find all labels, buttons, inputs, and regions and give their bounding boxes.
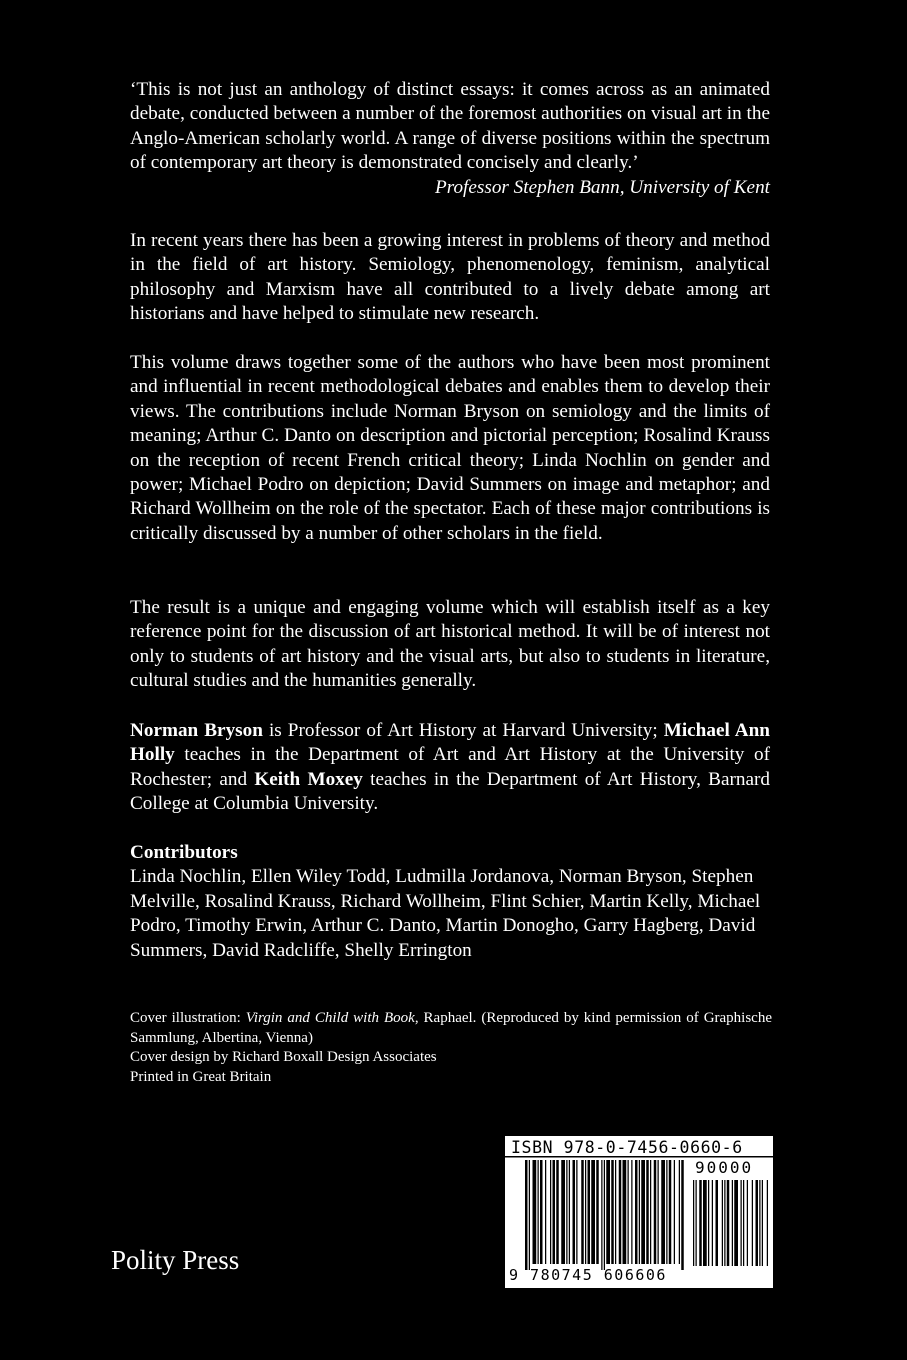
barcode-bar — [581, 1160, 584, 1264]
barcode-bar — [529, 1160, 530, 1270]
contributors-list: Linda Nochlin, Ellen Wiley Todd, Ludmilla Jordanova, Norman Bryson, Stephen Melville, Rosalind Krauss, Richard Wollheim, Flint Schier, Martin Kelly, Michael Podro, Timothy Erwin, Arthur C. Danto, Martin Donogho, Garry Hagberg, David Summers, David Radcliffe, Shelly Errington — [130, 866, 761, 961]
printed-in-credit: Printed in Great Britain — [130, 1068, 272, 1085]
barcode-bar — [712, 1180, 713, 1266]
barcode-bar — [561, 1160, 565, 1264]
cover-illustration-label: Cover illustration: — [130, 1010, 246, 1026]
description-paragraph-2 — [130, 351, 770, 546]
barcode-bar — [623, 1160, 627, 1264]
barcode-bar — [727, 1180, 730, 1266]
barcode-bar — [696, 1180, 697, 1266]
barcode-bar — [639, 1160, 640, 1264]
barcode-bar — [724, 1180, 725, 1266]
description-paragraph-1 — [130, 229, 770, 327]
barcode-bar — [693, 1180, 694, 1266]
barcode-bar — [699, 1180, 702, 1266]
barcode-bar — [669, 1160, 672, 1264]
barcode-bar — [681, 1160, 684, 1270]
editor-text-3: teaches in the Department of Art History, Barnard College at Columbia University. — [130, 768, 770, 815]
editor-name-3: Keith Moxey — [254, 768, 363, 790]
editors-text — [130, 719, 770, 817]
cover-design-credit: Cover design by Richard Boxall Design Associates — [130, 1049, 437, 1065]
barcode-bar — [767, 1180, 768, 1266]
endorsement-quote — [130, 78, 770, 200]
barcode-bar — [716, 1180, 719, 1266]
barcode-bar — [762, 1180, 763, 1266]
barcode-bar — [747, 1180, 748, 1266]
barcode-bar — [641, 1160, 645, 1264]
editor-name-1: Norman Bryson — [130, 720, 263, 741]
barcode-bar — [538, 1160, 539, 1264]
barcode-bar — [708, 1180, 709, 1266]
credits-section — [130, 1009, 772, 1087]
barcode-bar — [674, 1160, 675, 1264]
paragraph-text: This volume draws together some of the authors who have been most prominent and influential in recent methodological debates and enables them to develop their views. The contributions include Norman Bryson on semiology and the limits of meaning; Arthur C. Danto on description and pictorial perception; Rosalind Krauss on the reception of recent French critical theory; Linda Nochlin on gender and power; Michael Podro on depiction; David Summers on image and metaphor; and Richard Wollheim on the role of the spectator. Each of these major contributions is critically discussed by a number of other scholars in the field. — [130, 352, 770, 544]
barcode-bar — [550, 1160, 551, 1264]
barcode-bar — [666, 1160, 667, 1264]
barcode-bar — [722, 1180, 723, 1266]
editor-text-1: is Professor of Art History at Harvard University; — [262, 720, 664, 741]
paragraph-text: In recent years there has been a growing interest in problems of theory and method in the field of art history. Semiology, phenomenology, feminism, analytical philosophy and Marxism have all contributed to a lively debate among art historians and have helped to stimulate new research. — [130, 230, 770, 325]
barcode-bar — [566, 1160, 567, 1264]
publisher-name: Polity Press — [111, 1245, 240, 1275]
contributors-section — [130, 841, 770, 963]
barcode-bar — [661, 1160, 665, 1264]
cover-artwork-source: , Raphael. (Reproduced by kind permission of Graphische Sammlung, Albertina, Vienna) — [130, 1010, 772, 1046]
barcode-bar — [732, 1180, 733, 1266]
contributors-heading: Contributors — [130, 842, 238, 863]
editor-name-2: Michael Ann Holly — [130, 720, 770, 766]
barcode-bar — [556, 1160, 559, 1264]
barcode-bar — [601, 1160, 602, 1270]
barcode-bar — [573, 1160, 576, 1264]
isbn-barcode — [505, 1136, 773, 1288]
barcode-bar — [635, 1160, 638, 1264]
quote-attribution: Professor Stephen Bann, University of Kent — [434, 176, 770, 198]
barcode-bar — [658, 1160, 659, 1264]
cover-illustration-credit — [130, 1009, 772, 1048]
attribution-line — [130, 176, 770, 200]
isbn-number: ISBN 978-0-7456-0660-6 — [511, 1138, 743, 1157]
quote-text: ‘This is not just an anthology of distinct essays: it comes across as an animated debate, conducted between a number of the foremost authorities on visual art in the Anglo-American scholarly world. A range of diverse positions within the spectrum of contemporary art theory is demonstrated concisely and clearly.’ — [130, 79, 770, 174]
barcode-bar — [631, 1160, 632, 1264]
editors-paragraph — [130, 719, 770, 817]
barcode-bar — [604, 1160, 605, 1270]
barcode-bar — [679, 1160, 680, 1264]
description-paragraph-3 — [130, 596, 770, 694]
barcode-bar — [569, 1160, 570, 1264]
barcode-bar — [525, 1160, 528, 1270]
barcode-bar — [654, 1160, 657, 1264]
barcode-bar — [759, 1180, 760, 1266]
paragraph-text: The result is a unique and engaging volume which will establish itself as a key reference point for the discussion of art historical method. It will be of interest not only to students of art history and the visual arts, but also to students in literature, cultural studies and the humanities generally. — [130, 597, 770, 692]
editor-text-2: teaches in the Department of Art and Art History at the University of Rochester; and — [130, 744, 770, 790]
barcode-bar — [752, 1180, 753, 1266]
barcode-bar — [703, 1180, 707, 1266]
barcode-digits: 9 780745 606606 — [509, 1266, 667, 1284]
barcode-addon-digits: 90000 — [695, 1158, 754, 1177]
barcode-bar — [588, 1160, 591, 1264]
barcode-bar — [591, 1160, 595, 1264]
barcode-bar — [611, 1160, 614, 1264]
barcode-bar — [741, 1180, 742, 1266]
barcode-bar — [533, 1160, 537, 1264]
barcode-bar — [734, 1180, 738, 1266]
barcode-bar — [646, 1160, 649, 1264]
cover-artwork-title: Virgin and Child with Book — [245, 1010, 415, 1026]
barcode-bar — [756, 1180, 759, 1266]
barcode-bar — [545, 1160, 546, 1264]
barcode-bar — [619, 1160, 622, 1264]
barcode-bar — [743, 1180, 744, 1266]
barcode-bar — [615, 1160, 616, 1264]
barcode-bar — [553, 1160, 556, 1264]
barcode-bar — [576, 1160, 577, 1264]
barcode-bar — [540, 1160, 543, 1264]
barcode-bar — [628, 1160, 629, 1264]
barcode-bar — [650, 1160, 651, 1264]
barcode-bar — [585, 1160, 586, 1264]
barcode-bar — [596, 1160, 599, 1264]
barcode-bar — [606, 1160, 610, 1264]
